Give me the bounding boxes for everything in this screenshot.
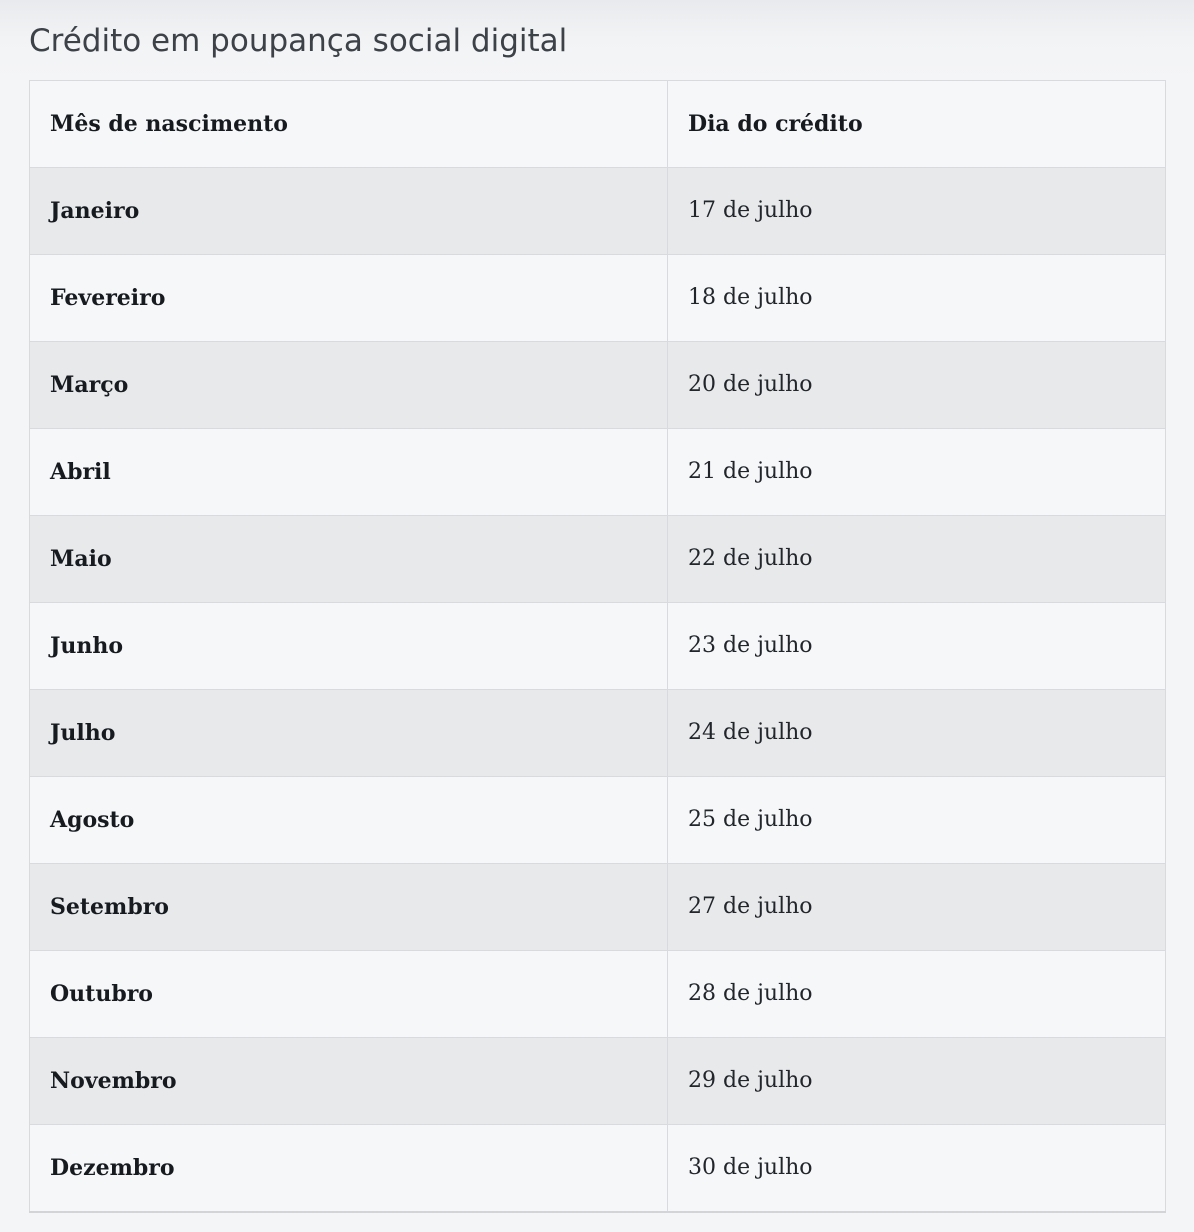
table-body [30, 168, 1166, 1213]
birth-month-cell: Setembro [30, 864, 668, 951]
credit-day-cell: 24 de julho [668, 690, 1166, 777]
credit-day-cell: 22 de julho [668, 516, 1166, 603]
birth-month-cell: Março [30, 342, 668, 429]
birth-month-cell: Maio [30, 516, 668, 603]
credit-day-cell: 20 de julho [668, 342, 1166, 429]
birth-month-cell: Abril [30, 429, 668, 516]
table-row [30, 516, 1166, 603]
credit-schedule-table [29, 80, 1166, 1213]
credit-day-cell: 17 de julho [668, 168, 1166, 255]
birth-month-cell: Janeiro [30, 168, 668, 255]
table-row [30, 690, 1166, 777]
credit-day-cell: 23 de julho [668, 603, 1166, 690]
birth-month-cell: Fevereiro [30, 255, 668, 342]
table-row [30, 342, 1166, 429]
credit-day-cell: 30 de julho [668, 1125, 1166, 1213]
table-row [30, 429, 1166, 516]
page-title: Crédito em poupança social digital [29, 23, 568, 59]
column-header-credit-day: Dia do crédito [668, 81, 1166, 168]
table-header [30, 81, 1166, 168]
table-row [30, 255, 1166, 342]
table-row [30, 1125, 1166, 1213]
birth-month-cell: Dezembro [30, 1125, 668, 1213]
header-row [30, 81, 1166, 168]
table-row [30, 603, 1166, 690]
birth-month-cell: Julho [30, 690, 668, 777]
table-row [30, 951, 1166, 1038]
table-row [30, 777, 1166, 864]
credit-day-cell: 25 de julho [668, 777, 1166, 864]
credit-day-cell: 29 de julho [668, 1038, 1166, 1125]
table-row [30, 864, 1166, 951]
credit-day-cell: 27 de julho [668, 864, 1166, 951]
credit-day-cell: 18 de julho [668, 255, 1166, 342]
table-row [30, 168, 1166, 255]
credit-day-cell: 21 de julho [668, 429, 1166, 516]
birth-month-cell: Junho [30, 603, 668, 690]
birth-month-cell: Outubro [30, 951, 668, 1038]
birth-month-cell: Agosto [30, 777, 668, 864]
column-header-birth-month: Mês de nascimento [30, 81, 668, 168]
credit-day-cell: 28 de julho [668, 951, 1166, 1038]
table-row [30, 1038, 1166, 1125]
birth-month-cell: Novembro [30, 1038, 668, 1125]
